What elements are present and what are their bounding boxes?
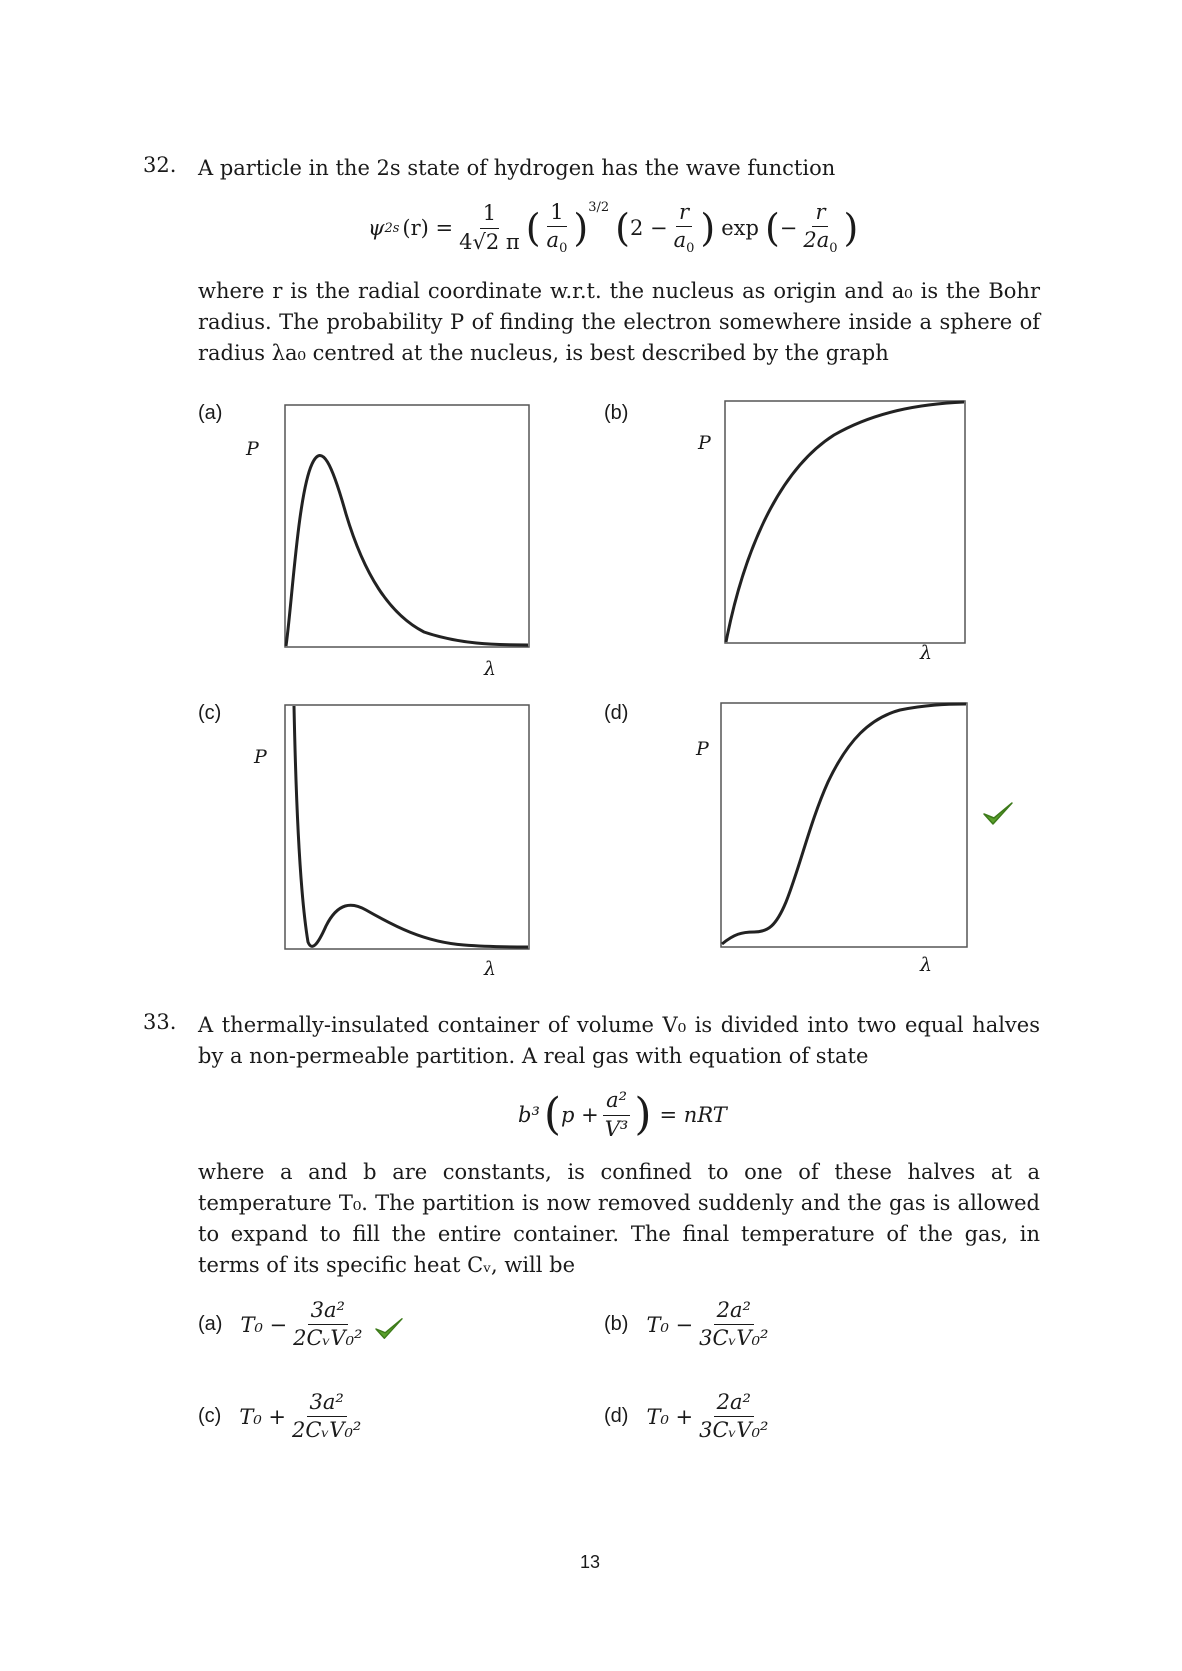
paren-close-2: ) <box>700 206 716 250</box>
q33-option-a-numerator: 3a² <box>308 1298 348 1325</box>
q32-para-line-1: where r is the radial coordinate w.r.t. the nucleus as origin and a₀ is the Bohr <box>198 279 1040 303</box>
q32-option-b-xlabel: λ <box>920 642 933 664</box>
coefficient-fraction <box>456 201 523 254</box>
term3-den-var: 2a <box>803 227 830 252</box>
graph-a-frame <box>285 405 529 647</box>
q32-number: 32. <box>143 153 177 177</box>
q32-option-d-graph <box>720 702 968 948</box>
q33-para2-line-2: temperature T₀. The partition is now removed suddenly and the gas is allowed <box>198 1191 1040 1215</box>
q32-option-c-xlabel: λ <box>484 958 497 980</box>
q33-option-a <box>198 1298 368 1351</box>
q32-option-a-xlabel: λ <box>484 658 497 680</box>
factor-den-sub: 0 <box>559 240 568 256</box>
q32-option-b-graph <box>724 400 966 644</box>
term2-den-var: a <box>673 227 687 252</box>
power-exponent: 3/2 <box>588 200 610 215</box>
factor-denominator <box>544 227 571 257</box>
graph-d-curve <box>722 704 966 944</box>
eq-denominator: V³ <box>604 1116 629 1141</box>
paren-open-3: ( <box>764 206 780 250</box>
q32-option-b-label: (b) <box>604 402 629 424</box>
coef-numerator: 1 <box>480 201 499 228</box>
graph-c-curve <box>294 706 528 947</box>
eq-paren-close: ) <box>634 1089 652 1140</box>
q33-option-b <box>604 1298 774 1351</box>
term2-numerator: r <box>676 200 692 227</box>
q32-para-line-3: radius λa₀ centred at the nucleus, is best described by the graph <box>198 341 889 365</box>
q33-option-d-fraction <box>696 1390 771 1443</box>
q33-option-d-label: (d) <box>604 1405 629 1428</box>
q32-option-d-ylabel: P <box>696 738 709 760</box>
factor-fraction <box>544 200 571 257</box>
q33-option-b-fraction <box>696 1298 771 1351</box>
q33-option-c-fraction <box>289 1390 364 1443</box>
eq-numerator: a² <box>603 1088 630 1115</box>
q32-option-a-graph <box>284 404 530 648</box>
q33-option-b-lead: T₀ − <box>646 1312 694 1337</box>
q32-equation <box>368 196 858 260</box>
q32-option-a-ylabel: P <box>246 438 259 460</box>
q33-para1-line-1: A thermally-insulated container of volume V₀ is divided into two equal halves <box>198 1013 1040 1037</box>
q33-option-c-numerator: 3a² <box>307 1390 347 1417</box>
term3-den-sub: 0 <box>829 240 838 256</box>
graph-a-curve <box>286 455 528 646</box>
q32-para-line-2: radius. The probability P of finding the electron somewhere inside a sphere of <box>198 310 1040 334</box>
paren-close-3: ) <box>843 206 859 250</box>
q33-option-d <box>604 1390 774 1443</box>
q33-para2-line-3: to expand to fill the entire container. The final temperature of the gas, in <box>198 1222 1040 1246</box>
q33-option-c-label: (c) <box>198 1405 222 1428</box>
term3-fraction <box>800 200 840 257</box>
q33-option-b-denominator: 3CᵥV₀² <box>699 1326 769 1351</box>
q32-intro: A particle in the 2s state of hydrogen has the wave function <box>198 156 836 180</box>
term2-den-sub: 0 <box>686 240 695 256</box>
q33-option-a-denominator: 2CᵥV₀² <box>293 1326 363 1351</box>
eq-fraction <box>602 1088 632 1141</box>
q32-option-d-xlabel: λ <box>920 954 933 976</box>
q33-paragraph-1 <box>198 1010 1040 1072</box>
graph-d-frame <box>721 703 967 947</box>
q32-correct-check-icon <box>982 800 1014 828</box>
q33-option-a-lead: T₀ − <box>240 1312 288 1337</box>
q33-para2-line-1: where a and b are constants, is confined to one of these halves at a <box>198 1160 1040 1184</box>
q32-option-a-label: (a) <box>198 402 223 424</box>
q33-paragraph-2 <box>198 1157 1040 1281</box>
psi-subscript: 2s <box>384 220 400 236</box>
q32-option-d-label: (d) <box>604 702 629 724</box>
factor-den-var: a <box>546 227 560 252</box>
q33-option-a-label: (a) <box>198 1313 223 1336</box>
q33-para2-line-4: terms of its specific heat Cᵥ, will be <box>198 1253 576 1277</box>
exp-word: exp <box>721 216 759 240</box>
eq-p-plus: p + <box>561 1103 599 1127</box>
coef-denominator: 4√2 π <box>459 229 520 254</box>
eq-b-cubed: b³ <box>518 1103 540 1127</box>
q33-option-b-label: (b) <box>604 1313 629 1336</box>
q33-option-b-numerator: 2a² <box>714 1298 754 1325</box>
q33-option-d-lead: T₀ + <box>646 1404 694 1429</box>
psi-symbol: ψ <box>368 216 385 240</box>
term2-denominator <box>671 227 698 257</box>
psi-argument: (r) = <box>402 216 454 240</box>
eq-rhs: = nRT <box>659 1103 727 1127</box>
q32-option-b-ylabel: P <box>698 432 711 454</box>
q32-option-c-label: (c) <box>198 702 222 724</box>
q33-option-d-denominator: 3CᵥV₀² <box>699 1418 769 1443</box>
q33-para1-line-2: by a non-permeable partition. A real gas with equation of state <box>198 1044 869 1068</box>
eq-paren-open: ( <box>543 1089 562 1140</box>
q32-option-c-ylabel: P <box>254 746 267 768</box>
paren-open-2: ( <box>615 206 630 250</box>
term3-numerator: r <box>812 200 828 227</box>
term2-fraction <box>671 200 698 257</box>
q33-option-a-fraction <box>290 1298 365 1351</box>
paren-close: ) <box>573 206 589 250</box>
q33-equation <box>518 1080 727 1150</box>
page-number: 13 <box>580 1552 601 1572</box>
term3-minus: − <box>779 216 798 240</box>
q33-option-c-lead: T₀ + <box>239 1404 287 1429</box>
term3-denominator <box>800 227 840 257</box>
q32-option-c-graph <box>284 704 530 950</box>
q33-option-d-numerator: 2a² <box>714 1390 754 1417</box>
q33-option-c-denominator: 2CᵥV₀² <box>292 1418 362 1443</box>
q33-correct-check-icon <box>374 1316 404 1342</box>
paren-open: ( <box>525 206 541 250</box>
graph-c-frame <box>285 705 529 949</box>
q33-option-c <box>198 1390 367 1443</box>
factor-numerator: 1 <box>547 200 566 227</box>
graph-b-frame <box>725 401 965 643</box>
q33-number: 33. <box>143 1010 177 1034</box>
term2-lead: 2 − <box>629 216 668 240</box>
q32-paragraph <box>198 276 1040 369</box>
graph-b-curve <box>726 402 964 642</box>
